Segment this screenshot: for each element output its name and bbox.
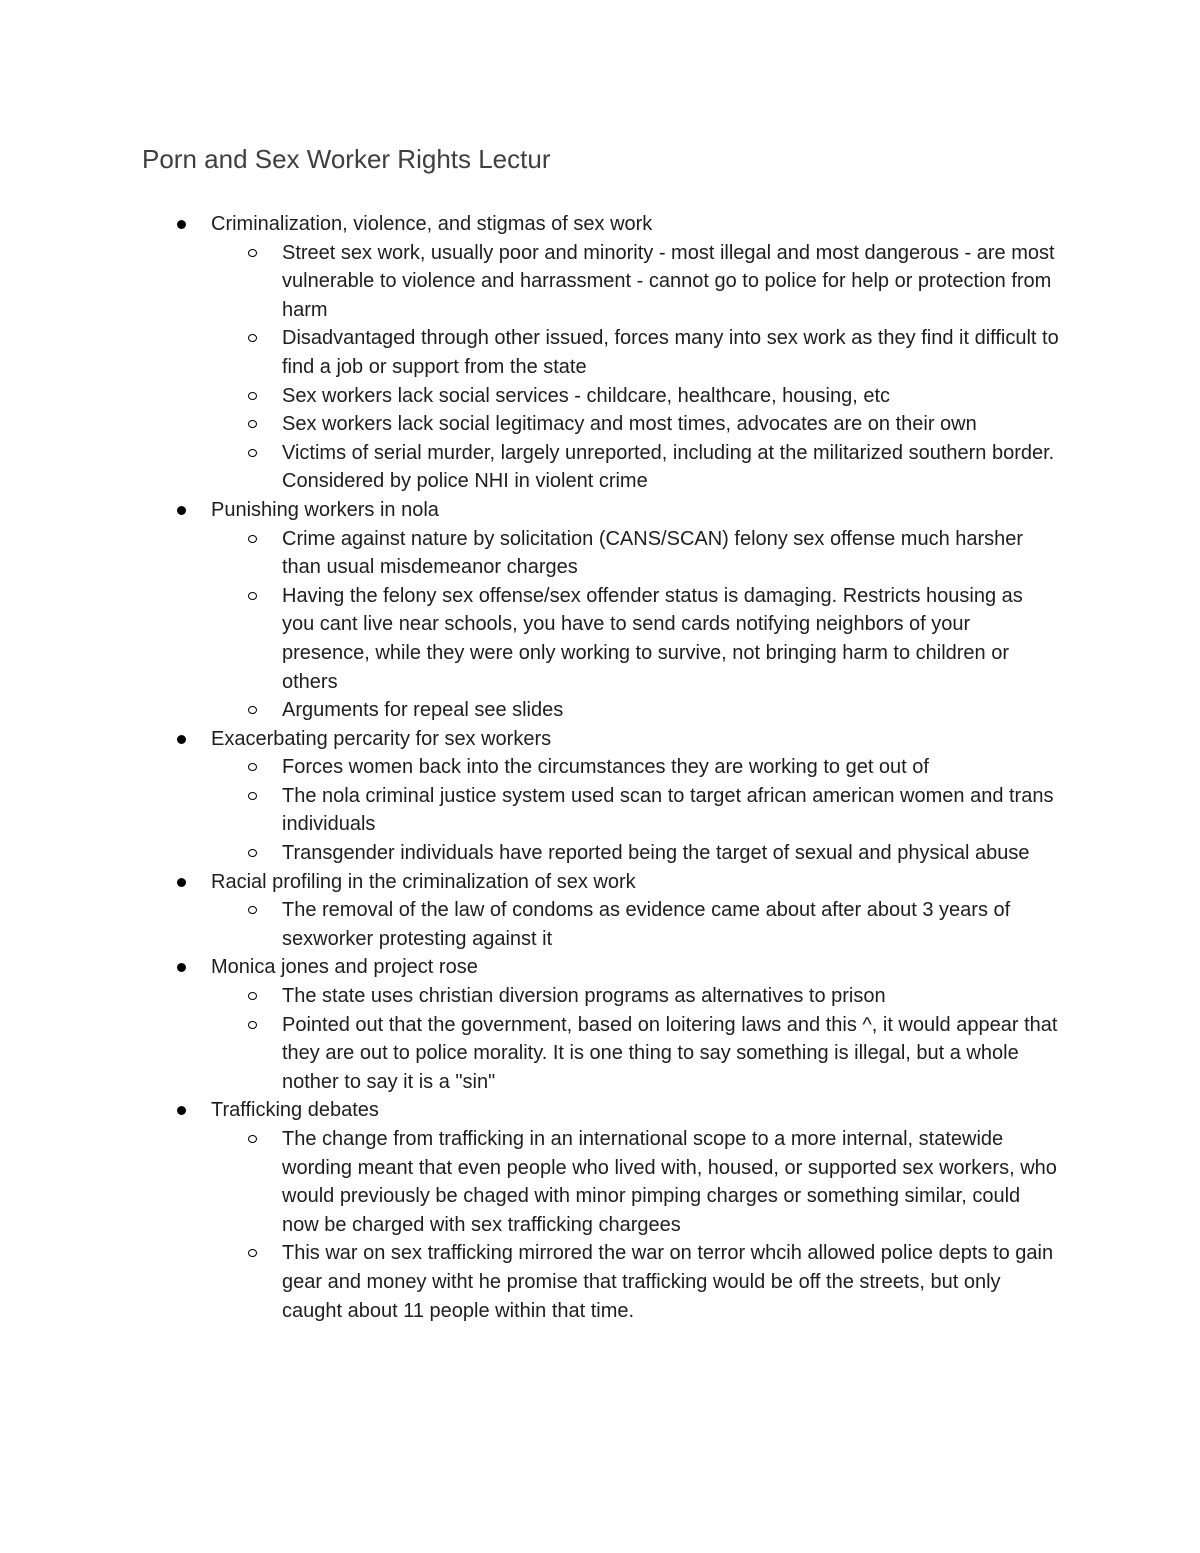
list-item-text: Crime against nature by solicitation (CANS/SCAN) felony sex offense much harsher than usual misdemeanor charges bbox=[282, 527, 1024, 579]
hollow-bullet-icon bbox=[248, 592, 257, 600]
list-item-level2 bbox=[0, 896, 1200, 953]
list-item-level2 bbox=[0, 839, 1200, 868]
list-item-text: Pointed out that the government, based on loitering laws and this ^, it would appear that they are out to police morality. It is one thing to say something is illegal, but a whole nother to say it is a "sin" bbox=[282, 1013, 1058, 1093]
hollow-bullet-icon bbox=[248, 849, 257, 857]
hollow-bullet-icon bbox=[248, 449, 257, 457]
section-heading: Monica jones and project rose bbox=[211, 956, 478, 979]
list-item-level1 bbox=[0, 210, 1200, 239]
hollow-bullet-icon bbox=[248, 249, 257, 257]
list-item-level1 bbox=[0, 1096, 1200, 1125]
list-item-level1 bbox=[0, 496, 1200, 525]
list-item-level2 bbox=[0, 1239, 1200, 1325]
list-item-level2 bbox=[0, 1125, 1200, 1239]
hollow-bullet-icon bbox=[248, 706, 257, 714]
hollow-bullet-icon bbox=[248, 792, 257, 800]
list-item-level1 bbox=[0, 868, 1200, 897]
section-heading: Trafficking debates bbox=[211, 1099, 379, 1122]
list-item-level2 bbox=[0, 753, 1200, 782]
list-item-text: This war on sex trafficking mirrored the war on terror whcih allowed police depts to gain gear and money witht he promise that trafficking would be off the streets, but only caught about 11 people within that time. bbox=[282, 1242, 1054, 1322]
hollow-bullet-icon bbox=[248, 1021, 257, 1029]
hollow-bullet-icon bbox=[248, 334, 257, 342]
list-item-level2 bbox=[0, 782, 1200, 839]
list-item-level2 bbox=[0, 696, 1200, 725]
hollow-bullet-icon bbox=[248, 992, 257, 1000]
filled-bullet-icon bbox=[177, 1106, 186, 1115]
list-item-level2 bbox=[0, 525, 1200, 582]
list-item-text: Forces women back into the circumstances they are working to get out of bbox=[282, 756, 929, 779]
list-item-level2 bbox=[0, 982, 1200, 1011]
list-item-level1 bbox=[0, 953, 1200, 982]
list-item-text: Arguments for repeal see slides bbox=[282, 699, 564, 722]
filled-bullet-icon bbox=[177, 220, 186, 229]
list-item-level2 bbox=[0, 382, 1200, 411]
hollow-bullet-icon bbox=[248, 1249, 257, 1257]
list-item-text: Street sex work, usually poor and minority - most illegal and most dangerous - are most vulnerable to violence and harrassment - cannot go to police for help or protection from harm bbox=[282, 241, 1055, 321]
section-heading: Racial profiling in the criminalization of sex work bbox=[211, 870, 636, 893]
notes-outline bbox=[0, 210, 1200, 1325]
list-item-level2 bbox=[0, 1011, 1200, 1097]
list-item-level2 bbox=[0, 324, 1200, 381]
filled-bullet-icon bbox=[177, 735, 186, 744]
list-item-level2 bbox=[0, 582, 1200, 696]
list-item-level1 bbox=[0, 725, 1200, 754]
list-item-level2 bbox=[0, 239, 1200, 325]
list-item-level2 bbox=[0, 439, 1200, 496]
list-item-text: The change from trafficking in an international scope to a more internal, statewide wording meant that even people who lived with, housed, or supported sex workers, who would previously be chaged with minor pimping charges or something similar, could now be charged with sex trafficking chargees bbox=[282, 1128, 1057, 1236]
document-title: Porn and Sex Worker Rights Lectur bbox=[142, 144, 551, 174]
hollow-bullet-icon bbox=[248, 535, 257, 543]
filled-bullet-icon bbox=[177, 963, 186, 972]
hollow-bullet-icon bbox=[248, 392, 257, 400]
hollow-bullet-icon bbox=[248, 420, 257, 428]
list-item-text: Disadvantaged through other issued, forces many into sex work as they find it difficult to find a job or support from the state bbox=[282, 327, 1059, 378]
list-item-text: Transgender individuals have reported being the target of sexual and physical abuse bbox=[282, 842, 1030, 865]
section-heading: Exacerbating percarity for sex workers bbox=[211, 727, 552, 750]
list-item-level2 bbox=[0, 410, 1200, 439]
filled-bullet-icon bbox=[177, 878, 186, 887]
list-item-text: Victims of serial murder, largely unreported, including at the militarized southern border. Considered by police NHI in violent crime bbox=[282, 441, 1055, 493]
list-item-text: The removal of the law of condoms as evidence came about after about 3 years of sexworker protesting against it bbox=[282, 899, 1011, 950]
hollow-bullet-icon bbox=[248, 763, 257, 771]
list-item-text: The nola criminal justice system used scan to target african american women and trans individuals bbox=[282, 784, 1054, 836]
section-heading: Punishing workers in nola bbox=[211, 498, 439, 521]
list-item-text: Sex workers lack social services - childcare, healthcare, housing, etc bbox=[282, 384, 891, 407]
list-item-text: Sex workers lack social legitimacy and most times, advocates are on their own bbox=[282, 413, 977, 436]
section-heading: Criminalization, violence, and stigmas of sex work bbox=[211, 213, 653, 235]
list-item-text: The state uses christian diversion programs as alternatives to prison bbox=[282, 985, 886, 1008]
hollow-bullet-icon bbox=[248, 1135, 257, 1143]
hollow-bullet-icon bbox=[248, 906, 257, 914]
list-item-text: Having the felony sex offense/sex offender status is damaging. Restricts housing as you cant live near schools, you have to send cards notifying neighbors of your presence, while they were only working to survive, not bringing harm to children or others bbox=[282, 584, 1023, 693]
filled-bullet-icon bbox=[177, 506, 186, 515]
